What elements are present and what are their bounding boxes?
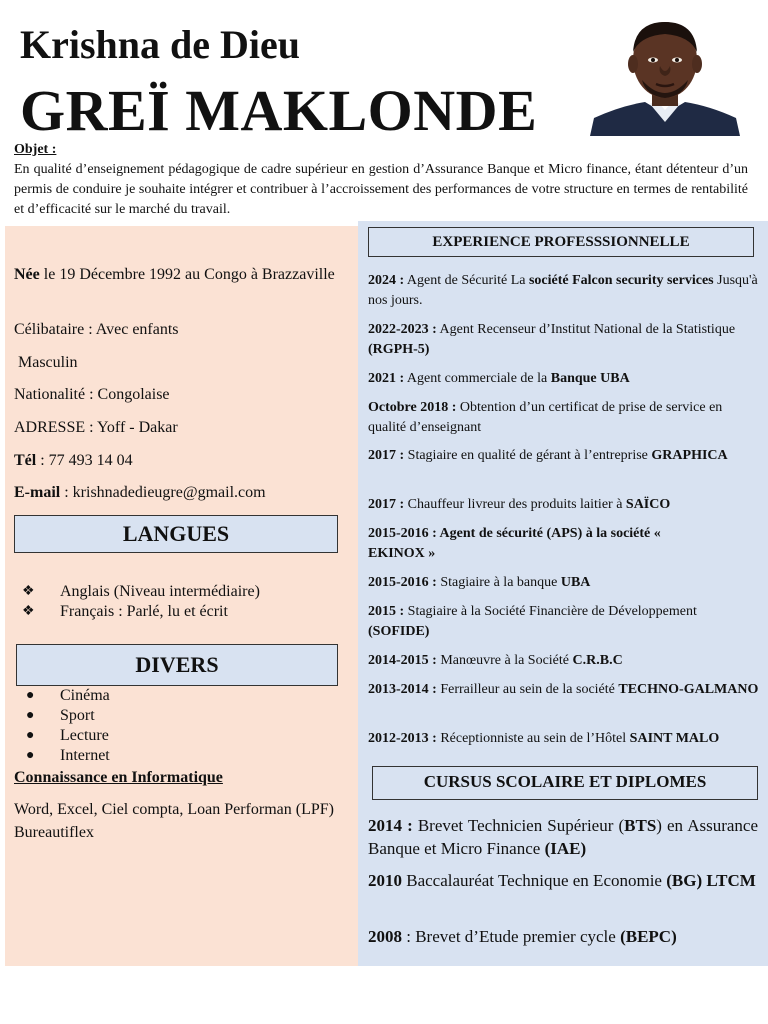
last-name: GREÏ MAKLONDE xyxy=(20,78,538,143)
diamond-bullet-icon: ❖ xyxy=(22,584,35,599)
birth-text: le 19 Décembre 1992 au Congo à Brazzaville xyxy=(39,266,335,283)
email-label: E-mail xyxy=(14,484,61,501)
informatique-title: Connaissance en Informatique xyxy=(14,769,223,786)
experience-item: 2015 : Stagiaire à la Société Financière de Développement (SOFIDE) xyxy=(368,604,697,639)
list-item: ❖ Anglais (Niveau intermédiaire) xyxy=(22,583,260,600)
marital-status: Célibataire : Avec enfants xyxy=(14,321,179,338)
objet-text: En qualité d’enseignement pédagogique de cadre supérieur en gestion d’Assurance Banque et Micro finance, étant détenteur d’un permis de conduire je souhaite intégrer et contribuer à l’accroissement des performances de votre structure en termes de rentabilité et d’efficacité sur le marché du travail. xyxy=(14,162,748,217)
experience-item: 2015-2016 : Stagiaire à la banque UBA xyxy=(368,575,591,590)
dot-bullet-icon: ● xyxy=(26,748,35,763)
langues-title: LANGUES xyxy=(14,515,338,553)
experience-item: 2024 : Agent de Sécurité La société Falcon security services Jusqu'à nos jours. xyxy=(368,273,758,308)
experience-item: 2015-2016 : Agent de sécurité (APS) à la société « EKINOX » xyxy=(368,526,661,561)
email xyxy=(14,481,344,504)
phone-text: : 77 493 14 04 xyxy=(36,452,133,469)
dot-bullet-icon: ● xyxy=(26,708,35,723)
cursus-item: 2008 : Brevet d’Etude premier cycle (BEPC) xyxy=(368,927,677,946)
objet-title: Objet : xyxy=(14,142,57,157)
experience-item: 2021 : Agent commerciale de la Banque UBA xyxy=(368,371,630,386)
profile-photo xyxy=(590,14,740,136)
phone-label: Tél xyxy=(14,452,37,469)
first-name: Krishna de Dieu xyxy=(20,22,301,67)
diamond-bullet-icon: ❖ xyxy=(22,604,35,619)
experience-item: 2017 : Chauffeur livreur des produits laitier à SAÏCO xyxy=(368,497,671,512)
list-item: ● Internet xyxy=(26,747,110,764)
address: ADRESSE : Yoff - Dakar xyxy=(14,419,178,436)
phone xyxy=(14,449,344,472)
birth-info xyxy=(14,263,344,286)
experience-item: 2013-2014 : Ferrailleur au sein de la société TECHNO-GALMANO xyxy=(368,682,759,697)
list-item: ● Cinéma xyxy=(26,687,110,704)
cursus-item: 2014 : Brevet Technicien Supérieur (BTS) en Assurance Banque et Micro Finance (IAE) xyxy=(368,816,759,858)
birth-label: Née xyxy=(14,266,40,283)
informatique-text: Word, Excel, Ciel compta, Loan Performan (LPF) Bureautiflex xyxy=(14,801,334,841)
experience-item: Octobre 2018 : Obtention d’un certificat de prise de service en qualité d’enseignant xyxy=(368,400,723,435)
gender: Masculin xyxy=(18,354,78,371)
dot-bullet-icon: ● xyxy=(26,688,35,703)
list-item: ● Lecture xyxy=(26,727,109,744)
list-item: ❖ Français : Parlé, lu et écrit xyxy=(22,603,228,620)
experience-item: 2012-2013 : Réceptionniste au sein de l’Hôtel SAINT MALO xyxy=(368,731,720,746)
experience-item: 2014-2015 : Manœuvre à la Société C.R.B.C xyxy=(368,653,623,668)
experience-title: EXPERIENCE PROFESSSIONNELLE xyxy=(368,227,754,257)
experience-item: 2022-2023 : Agent Recenseur d’Institut National de la Statistique (RGPH-5) xyxy=(368,322,736,357)
cursus-item: 2010 Baccalauréat Technique en Economie (BG) LTCM xyxy=(368,871,756,890)
nationality: Nationalité : Congolaise xyxy=(14,386,170,403)
langues-list xyxy=(22,582,260,622)
email-text: : krishnadedieugre@gmail.com xyxy=(60,484,266,501)
divers-title: DIVERS xyxy=(16,644,338,686)
list-item: ● Sport xyxy=(26,707,95,724)
experience-item: 2017 : Stagiaire en qualité de gérant à l’entreprise GRAPHICA xyxy=(368,448,728,463)
cursus-title: CURSUS SCOLAIRE ET DIPLOMES xyxy=(372,766,758,800)
divers-list xyxy=(26,686,110,766)
dot-bullet-icon: ● xyxy=(26,728,35,743)
